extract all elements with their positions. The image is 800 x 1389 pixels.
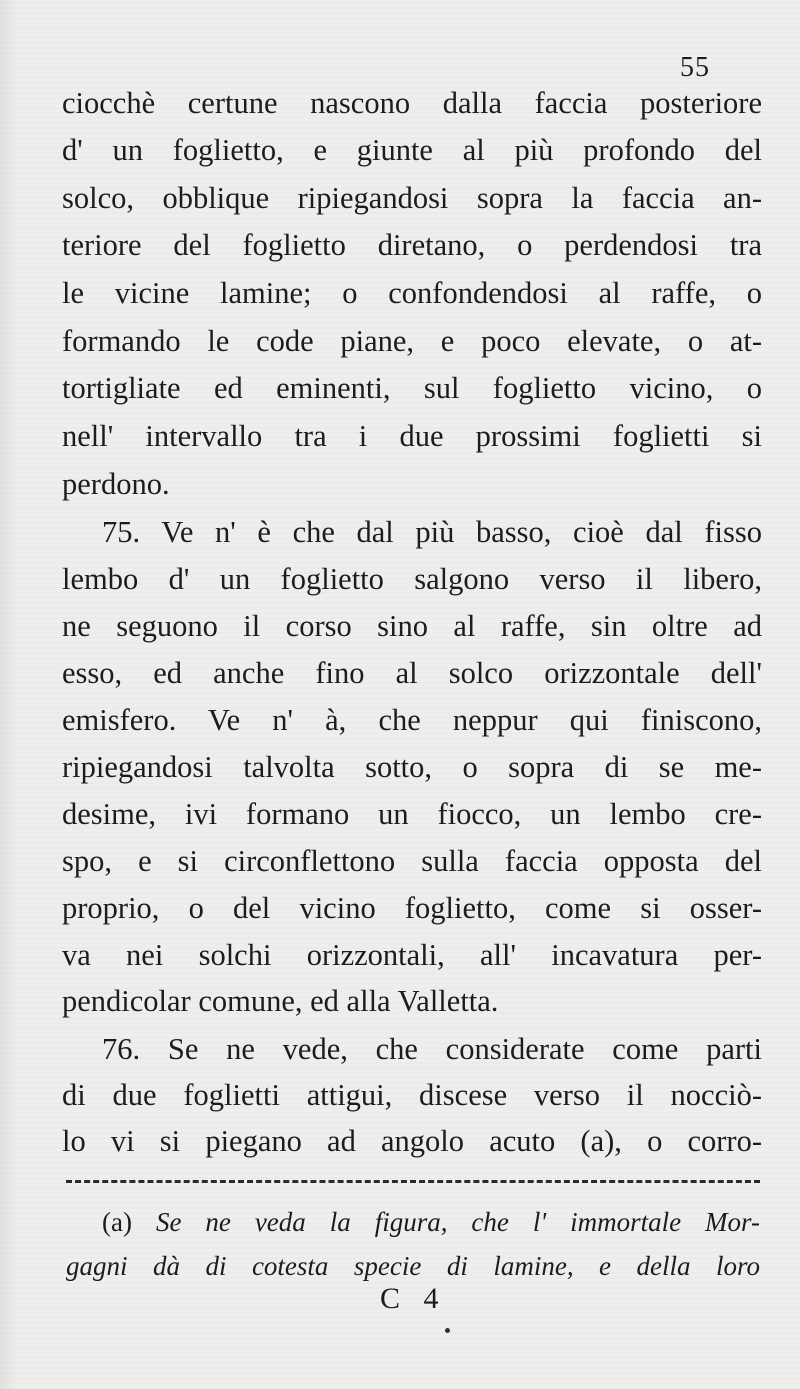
footnote-line: gagni dà di cotesta specie di lamine, e della loro xyxy=(66,1251,760,1281)
text-line: pendicolar comune, ed alla Valletta. xyxy=(62,984,499,1018)
text-line: d' un foglietto, e giunte al più profondo del xyxy=(62,133,762,167)
text-line: solco, obblique ripiegandosi sopra la faccia an- xyxy=(62,181,762,215)
footnote-text: Se ne veda la figura, che l' immortale Mor- xyxy=(155,1207,760,1237)
text-line: ripiegandosi talvolta sotto, o sopra di se me- xyxy=(62,750,762,784)
text-line: nell' intervallo tra i due prossimi foglietti si xyxy=(62,419,762,453)
text-line: perdono. xyxy=(62,467,170,501)
text-line: proprio, o del vicino foglietto, come si osser- xyxy=(62,891,762,925)
text-line: le vicine lamine; o confondendosi al raffe, o xyxy=(62,276,762,310)
text-line: va nei solchi orizzontali, all' incavatura per- xyxy=(62,938,762,972)
text-line: esso, ed anche fino al solco orizzontale dell' xyxy=(62,656,762,690)
footnote-marker: (a) xyxy=(102,1207,132,1237)
text-line: lo vi si piegano ad angolo acuto (a), o corro- xyxy=(62,1124,762,1158)
text-line: lembo d' un foglietto salgono verso il libero, xyxy=(62,562,762,596)
text-line: tortigliate ed eminenti, sul foglietto vicino, o xyxy=(62,371,762,405)
footnote-line xyxy=(102,1202,760,1242)
text-line: ciocchè certune nascono dalla faccia posteriore xyxy=(62,86,762,120)
paragraph-76-first-line: 76. Se ne vede, che considerate come parti xyxy=(102,1032,762,1066)
text-line: di due foglietti attigui, discese verso il nocciò- xyxy=(62,1078,762,1112)
page-number: 55 xyxy=(680,52,710,83)
signature-mark: C 4 xyxy=(380,1282,447,1315)
text-line: ne seguono il corso sino al raffe, sin oltre ad xyxy=(62,609,762,643)
text-line: spo, e si circonflettono sulla faccia opposta del xyxy=(62,844,762,878)
text-line: emisfero. Ve n' à, che neppur qui finiscono, xyxy=(62,703,762,737)
footnote-divider xyxy=(66,1180,760,1183)
paragraph-75-first-line: 75. Ve n' è che dal più basso, cioè dal fisso xyxy=(102,515,762,549)
text-line: formando le code piane, e poco elevate, o at- xyxy=(62,324,762,358)
ink-dot xyxy=(445,1328,450,1333)
text-line: desime, ivi formano un fiocco, un lembo cre- xyxy=(62,797,762,831)
text-line: teriore del foglietto diretano, o perdendosi tra xyxy=(62,228,762,262)
